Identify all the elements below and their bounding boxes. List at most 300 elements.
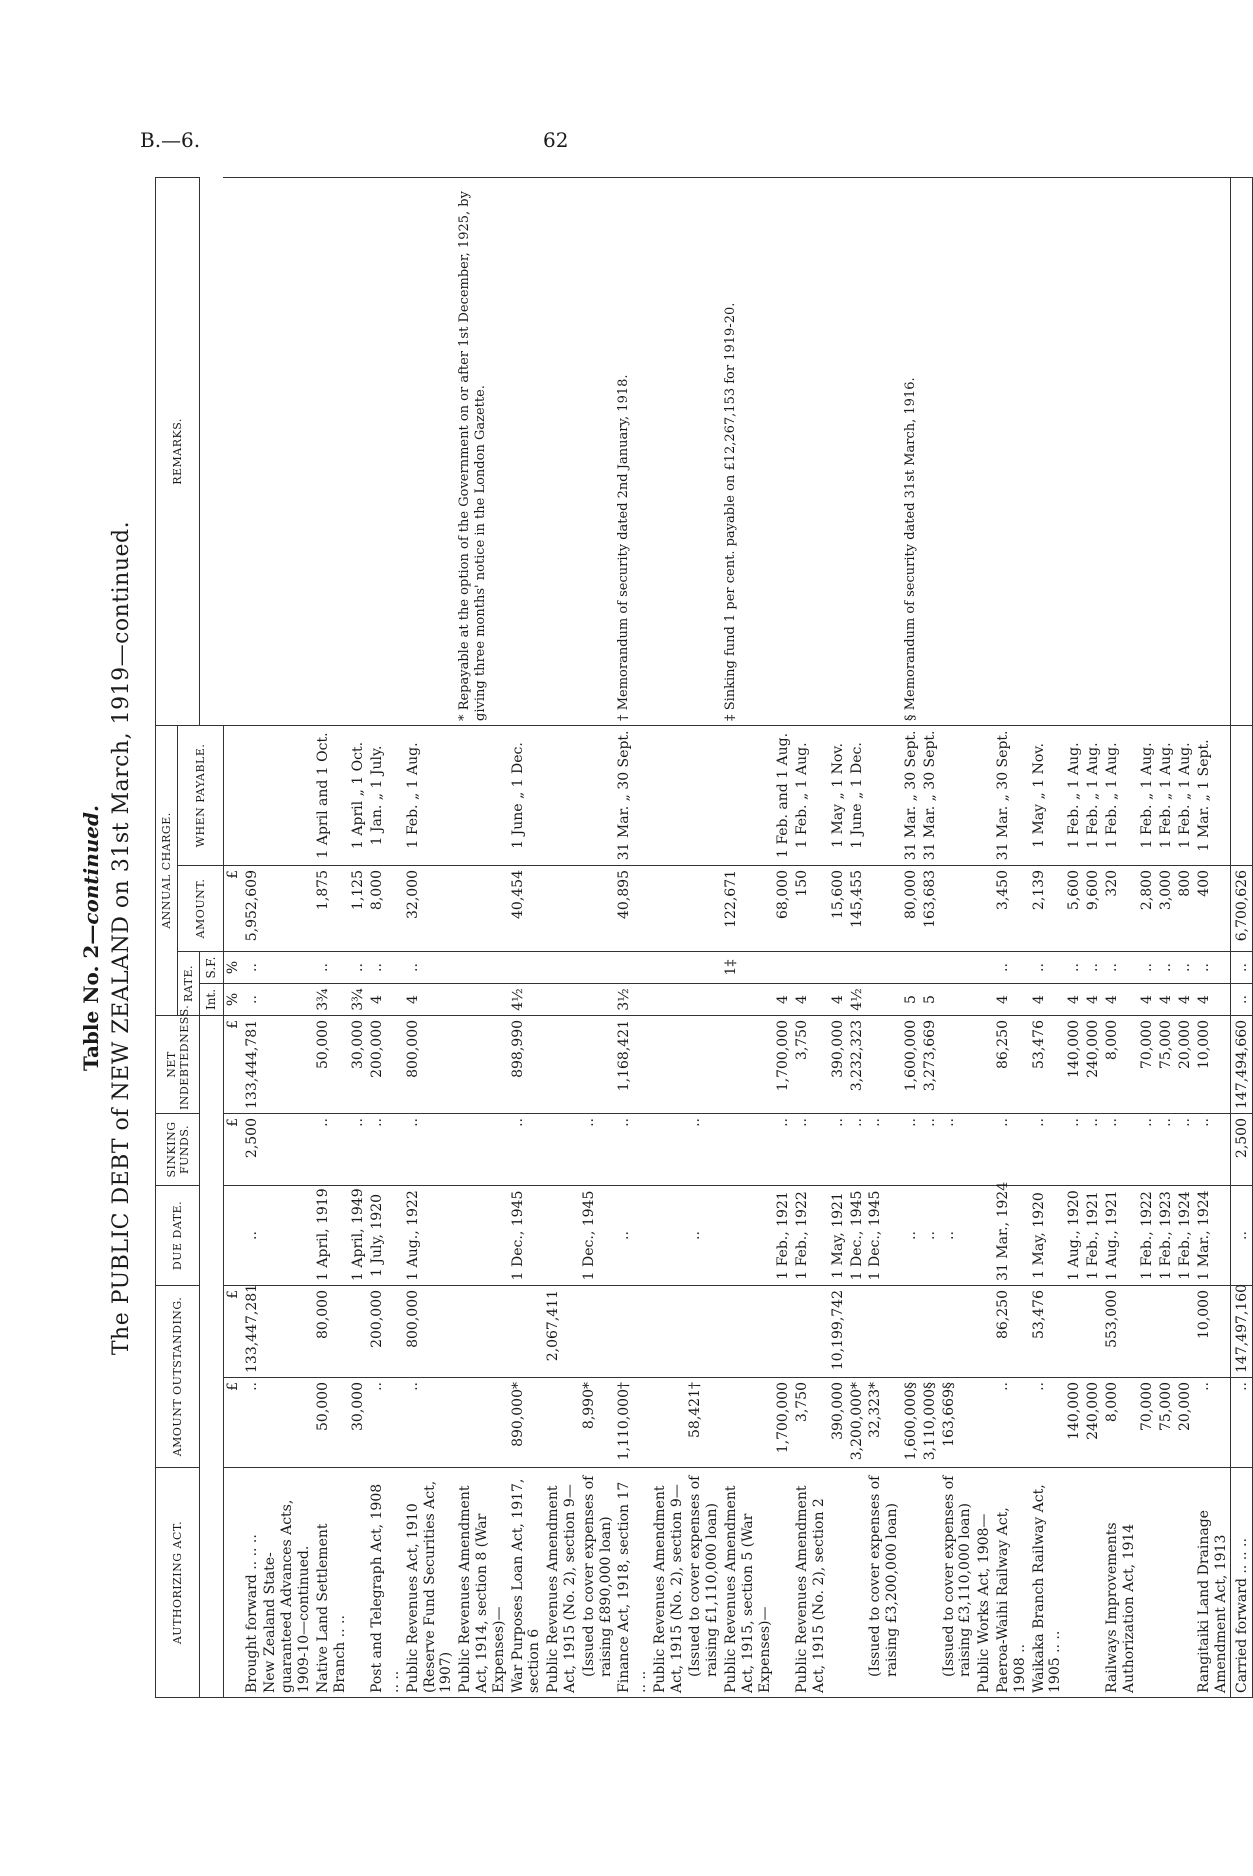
rate-sf-cell: .. <box>1195 951 1231 983</box>
table-row <box>1231 177 1253 1697</box>
rate-sf-cell: .. <box>404 951 456 983</box>
rate-sf-cell: .. <box>1157 951 1176 983</box>
table-row <box>793 177 829 1697</box>
annual-charge-cell <box>456 865 508 951</box>
annual-charge-cell: 163,683 <box>921 865 940 951</box>
act-cell <box>223 1468 242 1698</box>
table-row <box>1103 177 1139 1697</box>
when-payable-cell <box>940 725 976 865</box>
net-indebtedness-cell: 53,476 <box>1030 1015 1066 1113</box>
rate-sf-cell: % <box>223 951 242 983</box>
due-date-cell <box>544 1185 580 1285</box>
annual-charge-cell: 122,671 <box>722 865 774 951</box>
when-payable-cell <box>243 725 262 865</box>
remark-cell <box>1084 177 1103 725</box>
amount-outstanding-total-cell <box>793 1285 829 1377</box>
rate-sf-cell: .. <box>1065 951 1084 983</box>
sinking-fund-cell: .. <box>1103 1113 1139 1185</box>
act-cell: Native Land Settlement Branch .. .. <box>314 1468 350 1698</box>
amount-outstanding-cell: .. <box>1195 1378 1231 1468</box>
table-row <box>1157 177 1176 1697</box>
when-payable-cell <box>722 725 774 865</box>
rate-sf-cell: .. <box>1103 951 1139 983</box>
rate-int-cell: 4 <box>1065 983 1084 1015</box>
rate-sf-cell: .. <box>994 951 1030 983</box>
act-cell: Public Revenues Amendment Act, 1915, section 5 (War Expenses)— <box>722 1468 774 1698</box>
rate-sf-cell: .. <box>1084 951 1103 983</box>
rate-int-cell: 4½ <box>509 983 545 1015</box>
when-payable-cell <box>544 725 580 865</box>
table-heading <box>75 178 134 1698</box>
annual-charge-cell <box>940 865 976 951</box>
sinking-fund-cell: .. <box>368 1113 404 1185</box>
amount-outstanding-total-cell: 800,000 <box>404 1285 456 1377</box>
sinking-fund-cell: 2,500 <box>243 1113 262 1185</box>
page-number: 62 <box>543 128 569 152</box>
table-row <box>921 177 940 1697</box>
header-amount: AMOUNT. <box>178 865 224 951</box>
table-row <box>580 177 616 1697</box>
header-sinking-funds: SINKING FUNDS. <box>156 1113 200 1185</box>
amount-outstanding-total-cell <box>349 1285 368 1377</box>
due-date-cell: 1 Feb., 1922 <box>1138 1185 1157 1285</box>
net-indebtedness-cell: £ <box>223 1015 242 1113</box>
table-row <box>368 177 404 1697</box>
net-indebtedness-cell: 20,000 <box>1176 1015 1195 1113</box>
rate-int-cell: 4 <box>404 983 456 1015</box>
annual-charge-cell <box>866 865 902 951</box>
amount-outstanding-cell: 8,990* <box>580 1378 616 1468</box>
rate-sf-cell <box>544 951 580 983</box>
amount-outstanding-total-cell <box>686 1285 722 1377</box>
annual-charge-cell: 9,600 <box>1084 865 1103 951</box>
act-cell: Rangitaiki Land Drainage Amendment Act, 1913 <box>1195 1468 1231 1698</box>
net-indebtedness-cell: 800,000 <box>404 1015 456 1113</box>
amount-outstanding-total-cell <box>722 1285 774 1377</box>
remark-cell: ‡ Sinking fund 1 per cent. payable on £12,267,153 for 1919-20. <box>722 177 774 725</box>
when-payable-cell: 31 Mar. „ 30 Sept. <box>615 725 651 865</box>
sinking-fund-cell: 2,500 <box>1231 1113 1253 1185</box>
remark-cell <box>940 177 976 725</box>
sinking-fund-cell: .. <box>921 1113 940 1185</box>
rate-sf-cell <box>651 951 687 983</box>
net-indebtedness-cell: 147,494,660 <box>1231 1015 1253 1113</box>
table-row <box>261 177 313 1697</box>
amount-outstanding-cell <box>651 1378 687 1468</box>
rate-int-cell: 4 <box>368 983 404 1015</box>
remark-cell <box>404 177 456 725</box>
act-cell <box>848 1468 867 1698</box>
annual-charge-cell: 32,000 <box>404 865 456 951</box>
header-rate-int: Int. <box>200 983 223 1015</box>
annual-charge-cell: 400 <box>1195 865 1231 951</box>
remark-cell <box>314 177 350 725</box>
due-date-cell: 1 Dec., 1945 <box>580 1185 616 1285</box>
amount-outstanding-total-cell <box>975 1285 994 1377</box>
remark-cell <box>866 177 902 725</box>
act-cell <box>1176 1468 1195 1698</box>
remark-cell <box>1231 177 1253 725</box>
act-cell: Public Revenues Act, 1910 (Reserve Fund Securities Act, 1907) <box>404 1468 456 1698</box>
table-title: The PUBLIC DEBT of NEW ZEALAND on 31st March, 1919—continued. <box>109 520 134 1356</box>
act-cell <box>829 1468 848 1698</box>
act-cell <box>921 1468 940 1698</box>
sinking-fund-cell: .. <box>774 1113 793 1185</box>
amount-outstanding-cell: 3,750 <box>793 1378 829 1468</box>
when-payable-cell <box>866 725 902 865</box>
amount-outstanding-total-cell <box>509 1285 545 1377</box>
due-date-cell: .. <box>1231 1185 1253 1285</box>
sinking-fund-cell: .. <box>509 1113 545 1185</box>
net-indebtedness-cell: 1,700,000 <box>774 1015 793 1113</box>
net-indebtedness-cell: 1,600,000 <box>902 1015 921 1113</box>
header-authorizing-act: AUTHORIZING ACT. <box>156 1468 200 1698</box>
net-indebtedness-cell: 3,273,669 <box>921 1015 940 1113</box>
amount-outstanding-total-cell: £ <box>223 1285 242 1377</box>
act-cell: (Issued to cover expenses of raising £1,110,000 loan) <box>686 1468 722 1698</box>
amount-outstanding-cell: .. <box>243 1378 262 1468</box>
sinking-fund-cell: .. <box>829 1113 848 1185</box>
annual-charge-cell: £ <box>223 865 242 951</box>
rate-sf-cell <box>456 951 508 983</box>
rate-int-cell: 4 <box>1030 983 1066 1015</box>
due-date-cell: 1 April, 1949 <box>349 1185 368 1285</box>
act-cell: Carried forward .. .. .. <box>1231 1468 1253 1698</box>
table-row <box>1030 177 1066 1697</box>
rate-sf-cell <box>848 951 867 983</box>
rate-int-cell: 4 <box>994 983 1030 1015</box>
when-payable-cell: 31 Mar. „ 30 Sept. <box>921 725 940 865</box>
when-payable-cell <box>223 725 242 865</box>
header-rate: RATE. <box>178 951 200 1015</box>
remark-cell <box>1030 177 1066 725</box>
rate-sf-cell <box>615 951 651 983</box>
rate-sf-cell: .. <box>1030 951 1066 983</box>
amount-outstanding-cell: £ <box>223 1378 242 1468</box>
header-annual-charge: ANNUAL CHARGE. <box>156 725 178 1015</box>
when-payable-cell: 31 Mar. „ 30 Sept. <box>994 725 1030 865</box>
when-payable-cell: 1 Feb. „ 1 Aug. <box>1176 725 1195 865</box>
rate-int-cell: % <box>223 983 242 1015</box>
amount-outstanding-total-cell <box>940 1285 976 1377</box>
remark-cell <box>509 177 545 725</box>
annual-charge-cell: 3,450 <box>994 865 1030 951</box>
rate-sf-cell <box>940 951 976 983</box>
net-indebtedness-cell <box>866 1015 902 1113</box>
act-cell: Post and Telegraph Act, 1908 .. .. <box>368 1468 404 1698</box>
due-date-cell: 1 Feb., 1923 <box>1157 1185 1176 1285</box>
remark-cell <box>223 177 242 725</box>
remark-cell <box>686 177 722 725</box>
rate-int-cell <box>686 983 722 1015</box>
sinking-fund-cell: .. <box>1084 1113 1103 1185</box>
amount-outstanding-total-cell <box>774 1285 793 1377</box>
annual-charge-cell: 2,800 <box>1138 865 1157 951</box>
sinking-fund-cell: .. <box>314 1113 350 1185</box>
act-cell: Railways Improvements Authorization Act, 1914 <box>1103 1468 1139 1698</box>
when-payable-cell: 1 Feb. „ 1 Aug. <box>1157 725 1176 865</box>
rate-int-cell <box>975 983 994 1015</box>
when-payable-cell: 1 Feb. „ 1 Aug. <box>793 725 829 865</box>
table-row <box>223 177 242 1697</box>
rate-int-cell <box>866 983 902 1015</box>
when-payable-cell: 1 April and 1 Oct. <box>314 725 350 865</box>
amount-outstanding-cell: .. <box>1231 1378 1253 1468</box>
due-date-cell <box>651 1185 687 1285</box>
public-debt-table <box>155 177 1253 1698</box>
rate-int-cell: 4 <box>1138 983 1157 1015</box>
remark-cell <box>1195 177 1231 725</box>
act-cell <box>1157 1468 1176 1698</box>
remark-cell <box>774 177 793 725</box>
amount-outstanding-cell: .. <box>404 1378 456 1468</box>
table-row <box>456 177 508 1697</box>
act-cell <box>1065 1468 1084 1698</box>
amount-outstanding-total-cell: 86,250 <box>994 1285 1030 1377</box>
due-date-cell <box>261 1185 313 1285</box>
amount-outstanding-cell: 58,421† <box>686 1378 722 1468</box>
net-indebtedness-cell: 1,168,421 <box>615 1015 651 1113</box>
remark-cell <box>368 177 404 725</box>
amount-outstanding-total-cell: 2,067,411 <box>544 1285 580 1377</box>
rate-sf-cell <box>921 951 940 983</box>
amount-outstanding-cell <box>261 1378 313 1468</box>
when-payable-cell <box>1231 725 1253 865</box>
net-indebtedness-cell: 8,000 <box>1103 1015 1139 1113</box>
rate-int-cell <box>940 983 976 1015</box>
rate-sf-cell: .. <box>314 951 350 983</box>
table-row <box>615 177 651 1697</box>
annual-charge-cell: 6,700,626 <box>1231 865 1253 951</box>
header-rate-sf: S.F. <box>200 951 223 983</box>
amount-outstanding-cell: 3,200,000* <box>848 1378 867 1468</box>
amount-outstanding-total-cell <box>1157 1285 1176 1377</box>
header-net-indebtedness: NET INDEBTEDNESS. <box>156 1015 200 1113</box>
remark-cell <box>829 177 848 725</box>
due-date-cell: .. <box>243 1185 262 1285</box>
net-indebtedness-cell: 140,000 <box>1065 1015 1084 1113</box>
amount-outstanding-cell: 390,000 <box>829 1378 848 1468</box>
rate-int-cell: 4 <box>1103 983 1139 1015</box>
sinking-fund-cell: .. <box>349 1113 368 1185</box>
due-date-cell: 1 April, 1919 <box>314 1185 350 1285</box>
rate-int-cell: 3½ <box>615 983 651 1015</box>
when-payable-cell <box>686 725 722 865</box>
amount-outstanding-total-cell: 10,199,742 <box>829 1285 848 1377</box>
amount-outstanding-cell: 30,000 <box>349 1378 368 1468</box>
remark-cell <box>921 177 940 725</box>
table-row <box>243 177 262 1697</box>
table-row <box>940 177 976 1697</box>
due-date-cell: 1 Aug., 1922 <box>404 1185 456 1285</box>
remark-cell <box>994 177 1030 725</box>
rate-sf-cell: .. <box>368 951 404 983</box>
act-cell: Waikaka Branch Railway Act, 1905 .. .. <box>1030 1468 1066 1698</box>
sinking-fund-cell: .. <box>580 1113 616 1185</box>
amount-outstanding-total-cell: 53,476 <box>1030 1285 1066 1377</box>
annual-charge-cell <box>580 865 616 951</box>
rate-int-cell <box>261 983 313 1015</box>
when-payable-cell <box>580 725 616 865</box>
when-payable-cell: 1 Feb. „ 1 Aug. <box>1065 725 1084 865</box>
table-row <box>1195 177 1231 1697</box>
sinking-fund-cell <box>544 1113 580 1185</box>
rate-sf-cell <box>829 951 848 983</box>
annual-charge-cell: 8,000 <box>368 865 404 951</box>
amount-outstanding-cell: 1,700,000 <box>774 1378 793 1468</box>
annual-charge-cell <box>651 865 687 951</box>
amount-outstanding-cell: 163,669§ <box>940 1378 976 1468</box>
rate-sf-cell <box>509 951 545 983</box>
rate-int-cell: 4 <box>1157 983 1176 1015</box>
when-payable-cell: 1 Mar. „ 1 Sept. <box>1195 725 1231 865</box>
due-date-cell: .. <box>902 1185 921 1285</box>
rate-sf-cell <box>975 951 994 983</box>
table-row <box>651 177 687 1697</box>
amount-outstanding-total-cell: 200,000 <box>368 1285 404 1377</box>
act-cell <box>1084 1468 1103 1698</box>
sinking-fund-cell: .. <box>404 1113 456 1185</box>
sinking-fund-cell: .. <box>848 1113 867 1185</box>
due-date-cell: .. <box>921 1185 940 1285</box>
when-payable-cell <box>975 725 994 865</box>
table-row <box>686 177 722 1697</box>
when-payable-cell: 1 April „ 1 Oct. <box>349 725 368 865</box>
due-date-cell: 1 May, 1921 <box>829 1185 848 1285</box>
table-row <box>774 177 793 1697</box>
sinking-fund-cell <box>261 1113 313 1185</box>
sinking-fund-cell <box>456 1113 508 1185</box>
net-indebtedness-cell <box>544 1015 580 1113</box>
sinking-fund-cell: .. <box>793 1113 829 1185</box>
annual-charge-cell <box>686 865 722 951</box>
amount-outstanding-total-cell <box>921 1285 940 1377</box>
act-cell: Paeroa-Waihi Railway Act, 1908 .. <box>994 1468 1030 1698</box>
annual-charge-cell: 150 <box>793 865 829 951</box>
amount-outstanding-cell <box>975 1378 994 1468</box>
rate-int-cell: 5 <box>902 983 921 1015</box>
due-date-cell: .. <box>615 1185 651 1285</box>
net-indebtedness-cell: 86,250 <box>994 1015 1030 1113</box>
act-cell: (Issued to cover expenses of raising £3,110,000 loan) <box>940 1468 976 1698</box>
due-date-cell: 1 Feb., 1921 <box>1084 1185 1103 1285</box>
when-payable-cell: 1 Feb. „ 1 Aug. <box>1103 725 1139 865</box>
when-payable-cell: 31 Mar. „ 30 Sept. <box>902 725 921 865</box>
net-indebtedness-cell <box>580 1015 616 1113</box>
remark-cell <box>1065 177 1084 725</box>
annual-charge-cell: 15,600 <box>829 865 848 951</box>
when-payable-cell: 1 May „ 1 Nov. <box>829 725 848 865</box>
amount-outstanding-cell <box>544 1378 580 1468</box>
due-date-cell: 1 Dec., 1945 <box>866 1185 902 1285</box>
remark-cell <box>1157 177 1176 725</box>
table-row <box>866 177 902 1697</box>
amount-outstanding-total-cell <box>261 1285 313 1377</box>
annual-charge-cell: 68,000 <box>774 865 793 951</box>
net-indebtedness-cell <box>686 1015 722 1113</box>
annual-charge-cell: 800 <box>1176 865 1195 951</box>
sinking-fund-cell <box>651 1113 687 1185</box>
act-cell: Public Works Act, 1908— <box>975 1468 994 1698</box>
sinking-fund-cell: .. <box>866 1113 902 1185</box>
when-payable-cell: 1 Jan. „ 1 July. <box>368 725 404 865</box>
remark-cell: * Repayable at the option of the Government on or after 1st December, 1925, by giving three months' notice in the London Gazette. <box>456 177 508 725</box>
amount-outstanding-total-cell: 80,000 <box>314 1285 350 1377</box>
net-indebtedness-cell: 390,000 <box>829 1015 848 1113</box>
annual-charge-cell: 40,895 <box>615 865 651 951</box>
table-row <box>404 177 456 1697</box>
act-cell <box>1138 1468 1157 1698</box>
rate-int-cell: 4 <box>1176 983 1195 1015</box>
amount-outstanding-cell: 32,323* <box>866 1378 902 1468</box>
amount-outstanding-cell: 1,600,000§ <box>902 1378 921 1468</box>
table-row <box>848 177 867 1697</box>
table-row <box>829 177 848 1697</box>
amount-outstanding-cell: 70,000 <box>1138 1378 1157 1468</box>
table-row <box>1065 177 1084 1697</box>
remark-cell <box>261 177 313 725</box>
header-due-date: DUE DATE. <box>156 1185 200 1285</box>
rate-int-cell: 4 <box>1195 983 1231 1015</box>
when-payable-cell: 1 June „ 1 Dec. <box>509 725 545 865</box>
annual-charge-cell: 40,454 <box>509 865 545 951</box>
net-indebtedness-cell: 240,000 <box>1084 1015 1103 1113</box>
due-date-cell <box>975 1185 994 1285</box>
amount-outstanding-cell: 3,110,000§ <box>921 1378 940 1468</box>
sinking-fund-cell: .. <box>1157 1113 1176 1185</box>
net-indebtedness-cell <box>940 1015 976 1113</box>
net-indebtedness-cell: 10,000 <box>1195 1015 1231 1113</box>
amount-outstanding-total-cell <box>866 1285 902 1377</box>
amount-outstanding-cell: 890,000* <box>509 1378 545 1468</box>
rate-int-cell: 5 <box>921 983 940 1015</box>
header-spacer <box>200 1015 223 1697</box>
remark-cell <box>1103 177 1139 725</box>
table-body <box>223 177 1252 1697</box>
act-cell: War Purposes Loan Act, 1917, section 6 <box>509 1468 545 1698</box>
remark-cell <box>1176 177 1195 725</box>
net-indebtedness-cell: 70,000 <box>1138 1015 1157 1113</box>
table-number: Table No. 2—continued. <box>79 805 103 1071</box>
net-indebtedness-cell: 3,750 <box>793 1015 829 1113</box>
sinking-fund-cell: .. <box>902 1113 921 1185</box>
annual-charge-cell: 5,600 <box>1065 865 1084 951</box>
rate-int-cell: .. <box>1231 983 1253 1015</box>
annual-charge-cell <box>544 865 580 951</box>
table-row <box>975 177 994 1697</box>
sinking-fund-cell: .. <box>1030 1113 1066 1185</box>
sinking-fund-cell <box>975 1113 994 1185</box>
amount-outstanding-cell <box>456 1378 508 1468</box>
rate-int-cell: 3¾ <box>314 983 350 1015</box>
rate-sf-cell: .. <box>243 951 262 983</box>
net-indebtedness-cell <box>975 1015 994 1113</box>
rate-sf-cell: .. <box>1231 951 1253 983</box>
amount-outstanding-cell: 50,000 <box>314 1378 350 1468</box>
amount-outstanding-total-cell <box>902 1285 921 1377</box>
amount-outstanding-total-cell <box>456 1285 508 1377</box>
annual-charge-cell: 2,139 <box>1030 865 1066 951</box>
due-date-cell <box>456 1185 508 1285</box>
header-amount-outstanding: AMOUNT OUTSTANDING. <box>156 1285 200 1467</box>
annual-charge-cell: 3,000 <box>1157 865 1176 951</box>
amount-outstanding-total-cell <box>1138 1285 1157 1377</box>
due-date-cell: 1 July, 1920 <box>368 1185 404 1285</box>
net-indebtedness-cell: 75,000 <box>1157 1015 1176 1113</box>
amount-outstanding-cell: 1,110,000† <box>615 1378 651 1468</box>
sinking-fund-cell: .. <box>1176 1113 1195 1185</box>
remark-cell <box>1138 177 1157 725</box>
